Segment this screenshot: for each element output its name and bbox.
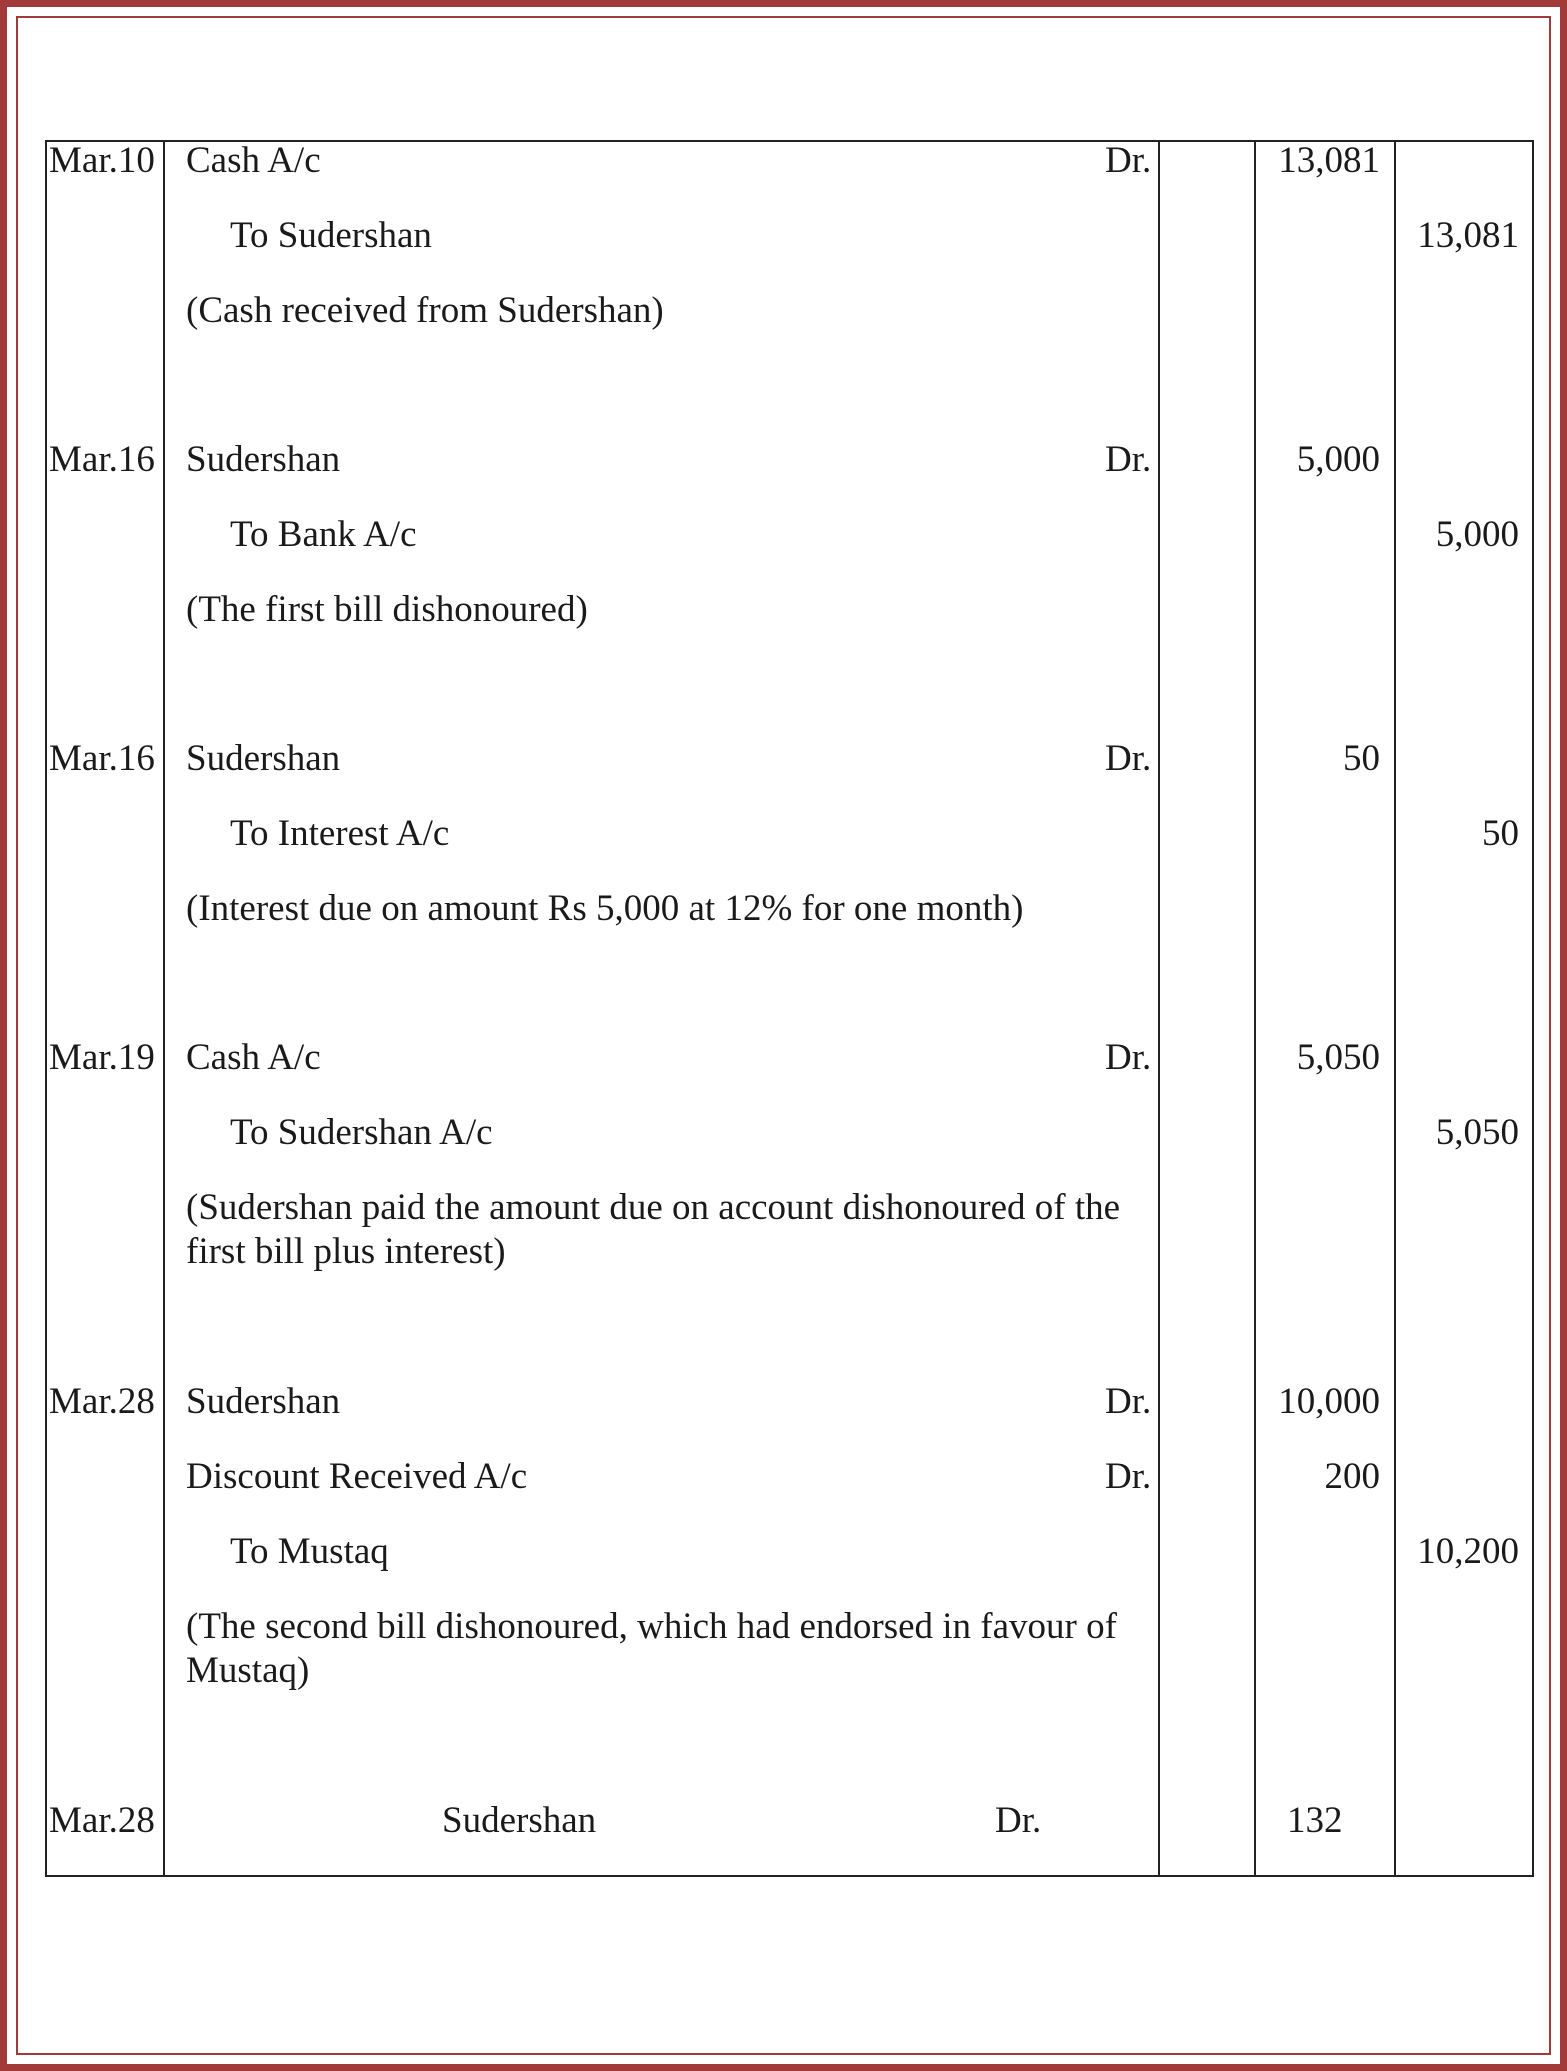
particulars-column-divider — [1158, 142, 1160, 1875]
dr-marker: Dr. — [1105, 1037, 1152, 1078]
dr-marker: Dr. — [1105, 738, 1152, 779]
dr-marker: Dr. — [1105, 1456, 1152, 1497]
credit-amount: 13,081 — [1417, 215, 1519, 256]
debit-amount: 132 — [1287, 1800, 1343, 1841]
entry-date: Mar.16 — [49, 439, 155, 480]
credit-amount: 10,200 — [1417, 1531, 1519, 1572]
debit-amount: 13,081 — [1278, 140, 1380, 181]
entry-date: Mar.19 — [49, 1037, 155, 1078]
narration: (The second bill dishonoured, which had endorsed in favour of Mustaq) — [186, 1606, 1117, 1691]
credit-amount: 50 — [1482, 813, 1519, 854]
date-column-divider — [163, 142, 165, 1875]
debit-account: Sudershan — [186, 738, 341, 779]
entry-date: Mar.28 — [49, 1800, 155, 1841]
debit-account: Discount Received A/c — [186, 1456, 528, 1497]
entry-date: Mar.28 — [49, 1381, 155, 1422]
narration: (Cash received from Sudershan) — [186, 290, 664, 331]
debit-account: Sudershan — [442, 1800, 597, 1841]
entry-date: Mar.10 — [49, 140, 155, 181]
debit-account: Cash A/c — [186, 140, 321, 181]
debit-amount: 5,050 — [1296, 1037, 1380, 1078]
debit-amount: 10,000 — [1278, 1381, 1380, 1422]
lf-column-divider — [1254, 142, 1256, 1875]
narration: (The first bill dishonoured) — [186, 589, 588, 630]
debit-amount: 200 — [1324, 1456, 1380, 1497]
credit-account: To Bank A/c — [230, 514, 417, 555]
debit-account: Sudershan — [186, 1381, 341, 1422]
entry-date: Mar.16 — [49, 738, 155, 779]
dr-marker: Dr. — [995, 1800, 1042, 1841]
debit-column-divider — [1394, 142, 1396, 1875]
debit-account: Cash A/c — [186, 1037, 321, 1078]
narration: (Sudershan paid the amount due on account dishonoured of the first bill plus interest) — [186, 1187, 1121, 1272]
credit-account: To Sudershan A/c — [230, 1112, 493, 1153]
credit-account: To Mustaq — [230, 1531, 389, 1572]
debit-amount: 50 — [1343, 738, 1380, 779]
credit-account: To Interest A/c — [230, 813, 450, 854]
credit-amount: 5,000 — [1435, 514, 1519, 555]
dr-marker: Dr. — [1105, 1381, 1152, 1422]
credit-account: To Sudershan — [230, 215, 432, 256]
dr-marker: Dr. — [1105, 140, 1152, 181]
debit-amount: 5,000 — [1296, 439, 1380, 480]
credit-amount: 5,050 — [1435, 1112, 1519, 1153]
dr-marker: Dr. — [1105, 439, 1152, 480]
narration: (Interest due on amount Rs 5,000 at 12% for one month) — [186, 888, 1024, 929]
journal-table — [45, 140, 1534, 1877]
debit-account: Sudershan — [186, 439, 341, 480]
